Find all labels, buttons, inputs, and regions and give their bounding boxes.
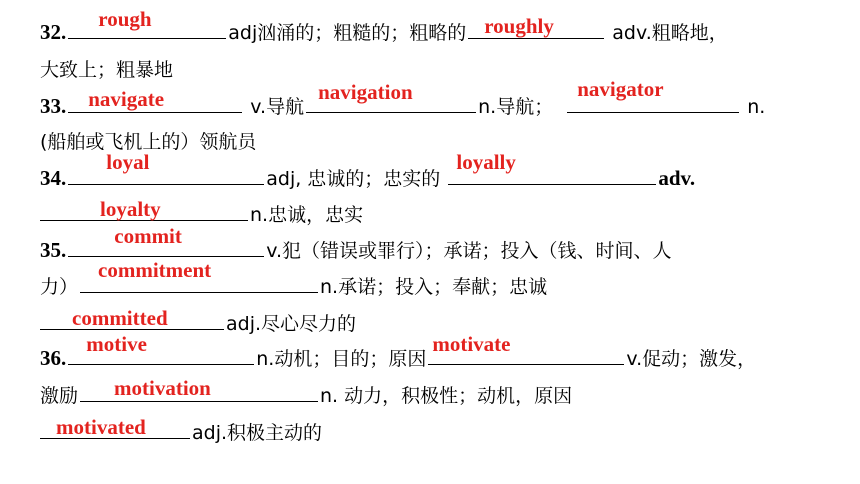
answer-blank (40, 196, 248, 221)
answer-text: motive (86, 332, 147, 356)
answer-text: motivate (432, 332, 511, 356)
definition-text: n.导航； (478, 96, 554, 118)
answer-blank (68, 150, 264, 185)
definition-text: n.动机；目的；原因 (256, 348, 427, 370)
answer-blank (40, 414, 190, 439)
item-35-line-2 (40, 258, 548, 302)
answer-text: navigation (318, 80, 413, 104)
answer-text: motivated (56, 415, 146, 439)
item-number: 36. (40, 346, 67, 370)
answer-text: roughly (484, 14, 554, 38)
definition-text: 激励 (40, 385, 79, 407)
definition-text: adj.尽心尽力的 (226, 313, 357, 335)
definition-text: n.承诺；投入；奉献；忠诚 (320, 276, 548, 298)
definition-text: adj汹涌的；粗糙的；粗略的 (228, 22, 467, 44)
item-36-line-2 (40, 377, 572, 411)
answer-blank (448, 150, 656, 185)
definition-text: adv.粗略地， (606, 22, 728, 44)
definition-text: v.导航 (244, 96, 305, 118)
answer-text: loyalty (100, 197, 161, 221)
answer-blank (68, 332, 254, 365)
answer-blank (68, 7, 226, 39)
item-32-line-1 (40, 7, 728, 48)
answer-text: commitment (98, 258, 212, 282)
answer-text: loyal (106, 150, 150, 174)
item-number: 33. (40, 94, 67, 118)
answer-blank (567, 77, 739, 113)
answer-text: rough (98, 7, 152, 31)
definition-text: v.促动；激发， (626, 348, 757, 370)
item-34-line-1 (40, 150, 696, 194)
definition-text: n. 动力，积极性；动机，原因 (320, 385, 573, 407)
answer-blank (80, 258, 318, 293)
answer-blank (468, 14, 604, 39)
answer-blank (68, 88, 242, 113)
item-36-line-1 (40, 332, 757, 374)
definition-text: adj, 忠诚的；忠实的 (266, 168, 447, 190)
item-36-line-3 (40, 414, 322, 448)
definition-text: v.犯（错误或罪行）；承诺；投入（钱、时间、人 (266, 240, 672, 262)
answer-blank (80, 377, 318, 402)
definition-text: adv. (658, 166, 696, 190)
answer-text: navigator (577, 77, 664, 101)
definition-text: adj.积极主动的 (192, 422, 323, 444)
answer-text: committed (72, 306, 168, 330)
definition-text: n.忠诚，忠实 (250, 204, 364, 226)
item-32-line-2 (40, 52, 173, 86)
answer-blank (428, 332, 624, 365)
answer-text: commit (114, 224, 182, 248)
item-number: 35. (40, 238, 67, 262)
definition-text: (船舶或飞机上的）领航员 (40, 131, 257, 153)
item-number: 34. (40, 166, 67, 190)
item-34-line-2 (40, 196, 363, 230)
answer-text: motivation (114, 376, 211, 400)
definition-text: n. (741, 96, 766, 118)
item-number: 32. (40, 20, 67, 44)
answer-text: navigate (88, 87, 165, 111)
answer-text: loyally (456, 150, 516, 174)
definition-text: 力） (40, 276, 79, 298)
definition-text: 大致上；粗暴地 (40, 59, 174, 81)
answer-blank (306, 80, 476, 113)
item-33-line-1 (40, 77, 766, 122)
